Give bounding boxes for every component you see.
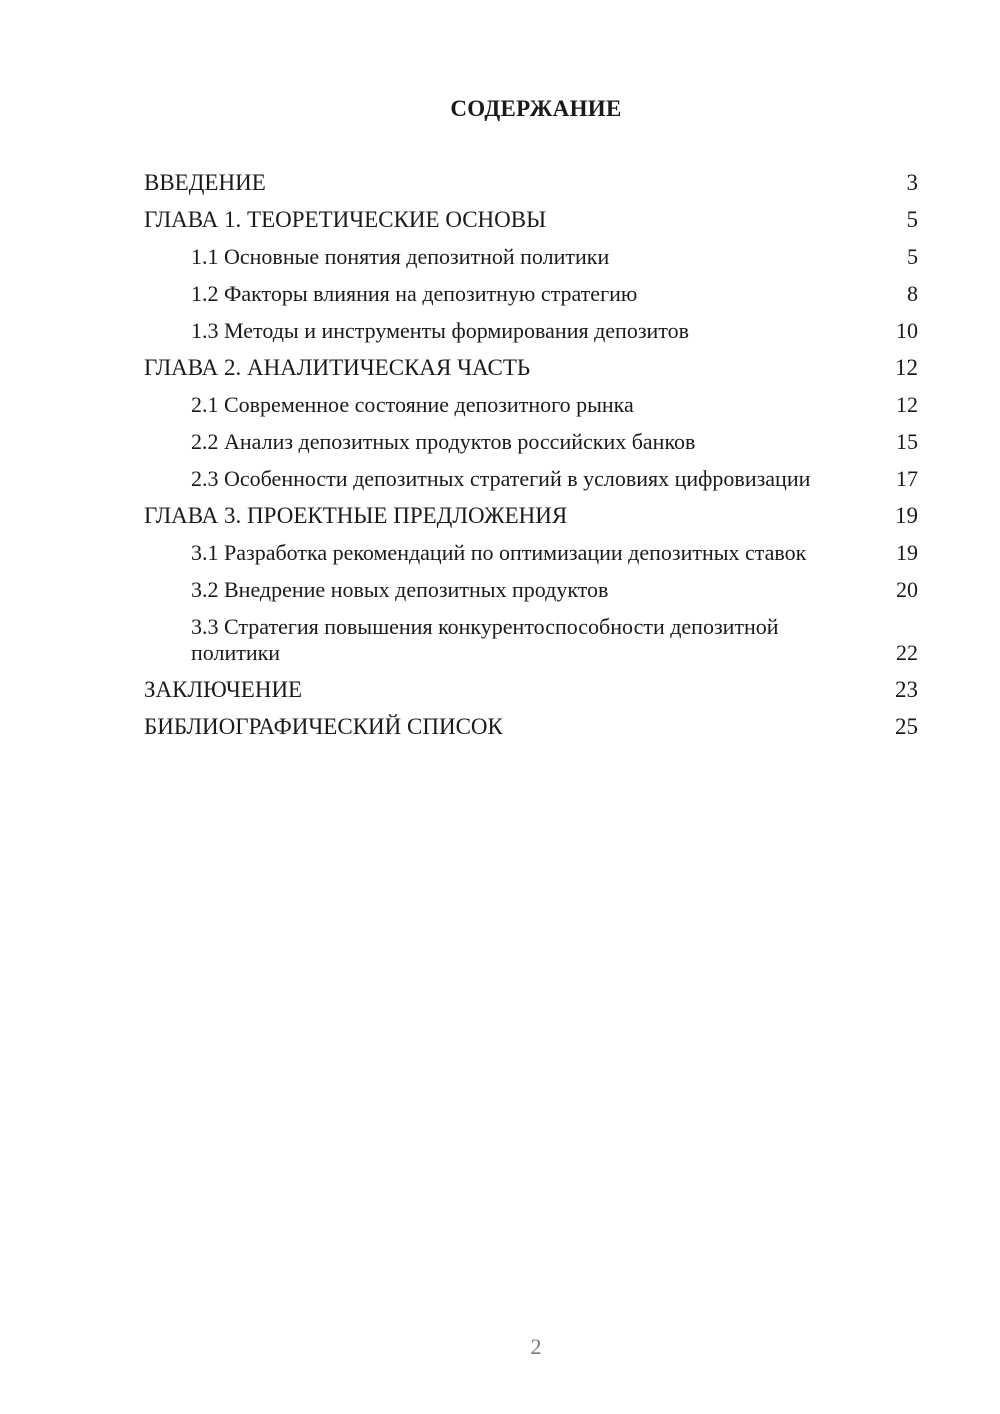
toc-entry-introduction[interactable] <box>144 170 918 196</box>
toc-entry-section-2-2[interactable] <box>144 429 918 455</box>
toc-entry-label: ВВЕДЕНИЕ <box>144 170 266 195</box>
toc-entry-label: 2.3 Особенности депозитных стратегий в условиях цифровизации <box>191 466 811 491</box>
toc-entry-chapter-3[interactable] <box>144 503 918 529</box>
toc-entry-label: 3.3 Стратегия повышения конкурентоспособности депозитной политики <box>191 614 779 665</box>
toc-entry-page: 15 <box>896 429 918 454</box>
toc-entry-label: ЗАКЛЮЧЕНИЕ <box>144 677 303 702</box>
toc-entry-page: 25 <box>895 714 918 739</box>
page-title: СОДЕРЖАНИЕ <box>450 96 622 121</box>
toc-entry-label: 1.3 Методы и инструменты формирования депозитов <box>191 318 689 343</box>
toc-entry-page: 23 <box>895 677 918 702</box>
toc-entry-section-1-3[interactable] <box>144 318 918 344</box>
toc-entry-section-2-1[interactable] <box>144 392 918 418</box>
table-of-contents <box>144 170 918 751</box>
toc-entry-label: 2.1 Современное состояние депозитного рынка <box>191 392 634 417</box>
toc-entry-label: ГЛАВА 2. АНАЛИТИЧЕСКАЯ ЧАСТЬ <box>144 355 531 380</box>
toc-entry-section-3-3[interactable] <box>144 614 918 666</box>
toc-entry-chapter-2[interactable] <box>144 355 918 381</box>
toc-entry-label: 1.2 Факторы влияния на депозитную стратегию <box>191 281 638 306</box>
toc-entry-page: 22 <box>896 640 918 665</box>
toc-entry-page: 3 <box>906 170 918 195</box>
toc-entry-page: 12 <box>896 392 918 417</box>
toc-entry-page: 10 <box>896 318 918 343</box>
toc-entry-page: 17 <box>896 466 918 491</box>
toc-entry-section-3-2[interactable] <box>144 577 918 603</box>
page-number: 2 <box>530 1334 542 1359</box>
toc-entry-section-1-1[interactable] <box>144 244 918 270</box>
toc-entry-page: 8 <box>907 281 918 306</box>
toc-entry-section-3-1[interactable] <box>144 540 918 566</box>
toc-entry-section-1-2[interactable] <box>144 281 918 307</box>
toc-entry-label: 1.1 Основные понятия депозитной политики <box>191 244 610 269</box>
toc-entry-page: 12 <box>895 355 918 380</box>
toc-entry-conclusion[interactable] <box>144 677 918 703</box>
toc-entry-label: ГЛАВА 3. ПРОЕКТНЫЕ ПРЕДЛОЖЕНИЯ <box>144 503 568 528</box>
toc-entry-label: 3.1 Разработка рекомендаций по оптимизации депозитных ставок <box>191 540 807 565</box>
toc-entry-chapter-1[interactable] <box>144 207 918 233</box>
toc-entry-page: 19 <box>895 503 918 528</box>
toc-entry-page: 19 <box>896 540 918 565</box>
toc-entry-label: ГЛАВА 1. ТЕОРЕТИЧЕСКИЕ ОСНОВЫ <box>144 207 547 232</box>
toc-entry-section-2-3[interactable] <box>144 466 918 492</box>
toc-entry-bibliography[interactable] <box>144 714 918 740</box>
toc-entry-page: 5 <box>907 244 918 269</box>
toc-entry-label: 2.2 Анализ депозитных продуктов российских банков <box>191 429 696 454</box>
toc-entry-page: 20 <box>896 577 918 602</box>
toc-entry-label: 3.2 Внедрение новых депозитных продуктов <box>191 577 609 602</box>
toc-entry-label: БИБЛИОГРАФИЧЕСКИЙ СПИСОК <box>144 714 503 739</box>
toc-entry-page: 5 <box>906 207 918 232</box>
